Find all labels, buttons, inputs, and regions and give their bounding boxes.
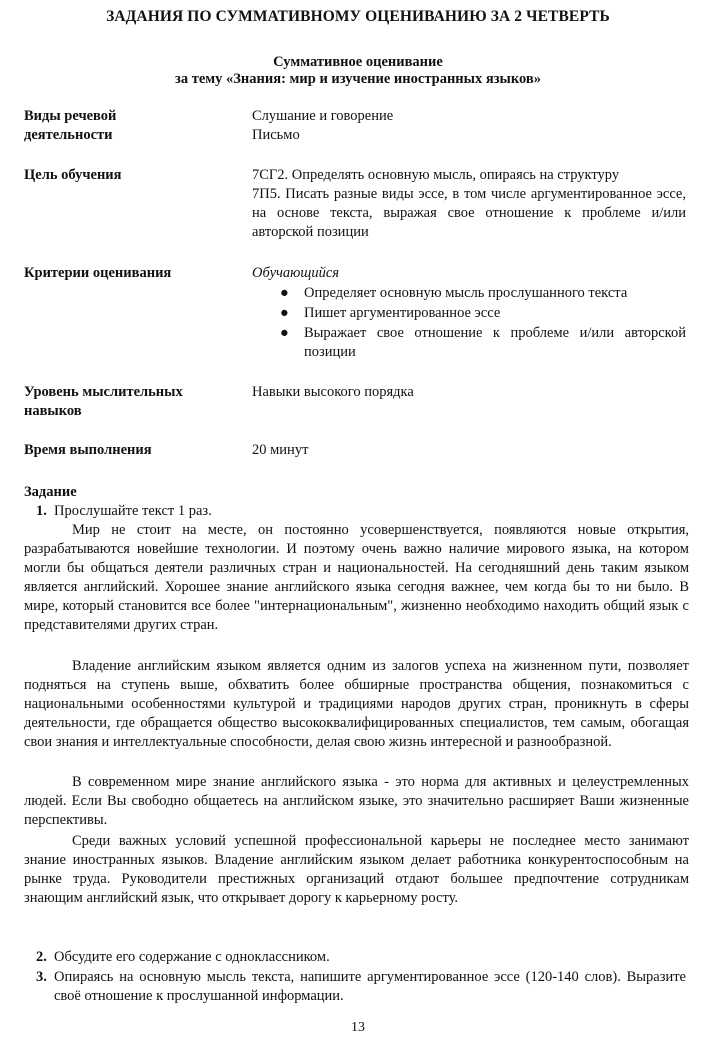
task-item-number: 3. xyxy=(36,969,47,985)
task-item-number: 2. xyxy=(36,949,47,965)
bullet-icon: ● xyxy=(280,305,289,321)
criteria-learner: Обучающийся xyxy=(252,265,340,281)
speech-activity-value-line2: Письмо xyxy=(252,127,300,143)
criteria-item: ● Выражает свое отношение к проблеме и/или авторской позиции xyxy=(280,325,686,360)
text-paragraph-4: Среди важных условий успешной профессиональной карьеры не последнее место занимают знание иностранных языков. Владение английским языком делает работника конкурентоспособным на рынке труда. Руководители престижных организаций отдают большее предпочтение сотрудникам знающим английский язык, что открывает дорогу к карьерному росту. xyxy=(24,833,689,906)
speech-activity-label xyxy=(24,107,244,145)
task-item-2 xyxy=(36,948,686,967)
text-paragraph-2: Владение английским языком является одним из залогов успеха на жизненном пути, позволяет подняться на ступень выше, обхватить более обширные пространства общения, познакомиться с национальными особенностями культурой и традициями народов других стран, проникнуть в сферы деятельности, где обращается общество высококвалифицированных специалистов, тем самым, обогащая свои знания и интеллектуальные способности, делая свою жизнь интересной и разнообразной. xyxy=(24,658,689,750)
criteria-item: ● Пишет аргументированное эссе xyxy=(280,305,501,321)
learning-goal-line2: 7П5. Писать разные виды эссе, в том числе аргументированное эссе, на основе текста, выражая свое отношение к проблеме и/или авторской позиции xyxy=(252,186,686,240)
duration-value: 20 минут xyxy=(252,442,309,458)
text-paragraph-3: В современном мире знание английского языка - это норма для активных и целеустремленных людей. Если Вы свободно общаетесь на английском языке, это значительно расширяет Ваши жизненные перспективы. xyxy=(24,774,689,828)
thinking-level-value: Навыки высокого порядка xyxy=(252,384,414,400)
section-subtitle: Суммативное оценивание xyxy=(273,54,443,70)
duration-label: Время выполнения xyxy=(24,442,152,458)
learning-goal-line1: 7СГ2. Определять основную мысль, опираясь на структуру xyxy=(252,167,620,183)
task-item-text: Опираясь на основную мысль текста, напишите аргументированное эссе (120-140 слов). Выразите своё отношение к прослушанной информации. xyxy=(54,969,686,1004)
speech-activity-label-line1: Виды речевой xyxy=(24,108,117,124)
thinking-level-label-line1: Уровень мыслительных xyxy=(24,384,183,400)
task-item-text: Прослушайте текст 1 раз. xyxy=(54,503,212,519)
learning-goal-value xyxy=(252,166,686,242)
bullet-icon: ● xyxy=(280,325,289,341)
thinking-level-label-line2: навыков xyxy=(24,403,82,419)
page-number: 13 xyxy=(351,1020,365,1035)
task-item-text: Обсудите его содержание с одноклассником. xyxy=(54,949,330,965)
task-item-number: 1. xyxy=(36,503,47,519)
task-item-3 xyxy=(36,968,686,1006)
criteria-item: ● Определяет основную мысль прослушанного текста xyxy=(280,285,628,301)
task-item-1 xyxy=(36,502,686,521)
document-title: ЗАДАНИЯ ПО СУММАТИВНОМУ ОЦЕНИВАНИЮ ЗА 2 ЧЕТВЕРТЬ xyxy=(106,8,610,25)
speech-activity-value xyxy=(252,107,686,145)
text-paragraph-1: Мир не стоит на месте, он постоянно усовершенствуется, появляются новые открытия, разрабатываются новейшие технологии. И поэтому очень важно наличие мирового языка, на котором могли бы общаться деятели различных стран и национальностей. На сегодняшний день таким языком является английский. Хорошее знание английского языка сегодня важнее, чем когда бы то ни было. В мире, который становится все более "интернациональным", жизненно необходимо находить общий язык с представителями других стран. xyxy=(24,522,689,633)
speech-activity-label-line2: деятельности xyxy=(24,127,113,143)
topic-subtitle: за тему «Знания: мир и изучение иностранных языков» xyxy=(175,71,541,87)
criteria-label: Критерии оценивания xyxy=(24,265,172,281)
speech-activity-value-line1: Слушание и говорение xyxy=(252,108,394,124)
bullet-icon: ● xyxy=(280,285,289,301)
learning-goal-label: Цель обучения xyxy=(24,167,122,183)
task-heading: Задание xyxy=(24,484,77,500)
thinking-level-label xyxy=(24,383,244,421)
criteria-list xyxy=(276,284,686,363)
